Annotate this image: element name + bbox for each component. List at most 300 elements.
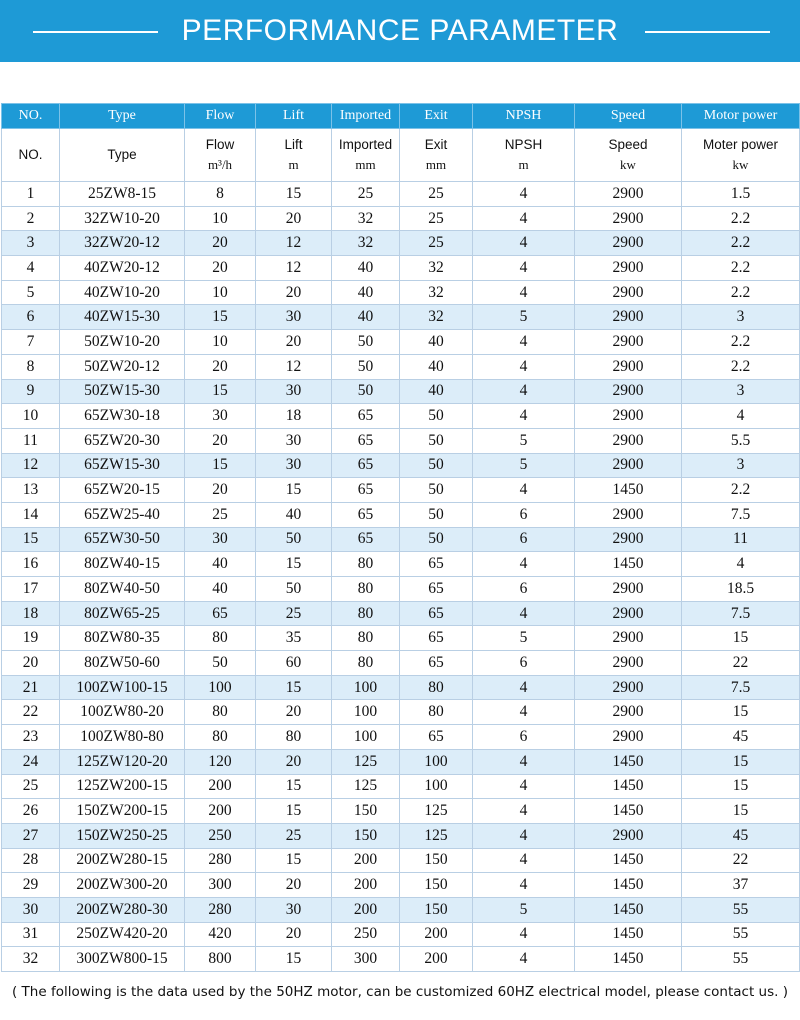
cell-motor-power: 3 — [682, 453, 800, 478]
header-sub-label: Exit — [424, 137, 448, 152]
cell-flow: 250 — [185, 823, 256, 848]
cell-imported: 50 — [332, 379, 400, 404]
header-sub-lift — [256, 129, 332, 182]
cell-motor-power: 2.2 — [682, 354, 800, 379]
cell-motor-power: 18.5 — [682, 577, 800, 602]
cell-lift: 15 — [256, 799, 332, 824]
table-row — [2, 453, 800, 478]
header-sub-label: Type — [107, 147, 137, 162]
cell-exit: 50 — [400, 428, 473, 453]
cell-lift: 40 — [256, 502, 332, 527]
cell-motor-power: 15 — [682, 774, 800, 799]
cell-exit: 50 — [400, 527, 473, 552]
cell-no: 27 — [2, 823, 60, 848]
cell-speed: 1450 — [575, 749, 682, 774]
cell-no: 25 — [2, 774, 60, 799]
cell-lift: 20 — [256, 873, 332, 898]
cell-imported: 100 — [332, 725, 400, 750]
cell-speed: 2900 — [575, 527, 682, 552]
cell-no: 11 — [2, 428, 60, 453]
cell-speed: 1450 — [575, 478, 682, 503]
cell-exit: 150 — [400, 897, 473, 922]
cell-flow: 20 — [185, 478, 256, 503]
cell-exit: 32 — [400, 256, 473, 281]
cell-imported: 40 — [332, 305, 400, 330]
header-top-speed: Speed — [575, 104, 682, 129]
header-sub-unit: kw — [620, 157, 636, 172]
cell-motor-power: 2.2 — [682, 231, 800, 256]
cell-no: 21 — [2, 675, 60, 700]
cell-exit: 50 — [400, 453, 473, 478]
cell-speed: 2900 — [575, 404, 682, 429]
cell-lift: 15 — [256, 182, 332, 207]
header-top-imported: Imported — [332, 104, 400, 129]
cell-motor-power: 4 — [682, 404, 800, 429]
cell-lift: 15 — [256, 774, 332, 799]
cell-speed: 2900 — [575, 231, 682, 256]
header-sub-type — [60, 129, 185, 182]
cell-motor-power: 2.2 — [682, 330, 800, 355]
cell-flow: 10 — [185, 206, 256, 231]
cell-npsh: 4 — [473, 280, 575, 305]
cell-lift: 20 — [256, 922, 332, 947]
header-top-lift: Lift — [256, 104, 332, 129]
cell-type: 100ZW100-15 — [60, 675, 185, 700]
cell-speed: 2900 — [575, 601, 682, 626]
header-sub-label: NPSH — [504, 137, 543, 152]
cell-lift: 20 — [256, 280, 332, 305]
cell-type: 80ZW80-35 — [60, 626, 185, 651]
table-row — [2, 552, 800, 577]
cell-npsh: 4 — [473, 256, 575, 281]
cell-exit: 25 — [400, 182, 473, 207]
cell-motor-power: 22 — [682, 651, 800, 676]
cell-imported: 150 — [332, 799, 400, 824]
footer-note: ( The following is the data used by the 50HZ motor, can be customized 60HZ electrical model, please contact us. ) — [12, 984, 788, 1000]
cell-speed: 2900 — [575, 182, 682, 207]
table-row — [2, 280, 800, 305]
cell-flow: 280 — [185, 848, 256, 873]
header-sub-label: NO. — [18, 147, 43, 162]
header-sub-unit: m³/h — [207, 157, 233, 172]
cell-speed: 1450 — [575, 873, 682, 898]
cell-lift: 20 — [256, 206, 332, 231]
cell-type: 80ZW40-50 — [60, 577, 185, 602]
header-top-flow: Flow — [185, 104, 256, 129]
cell-imported: 150 — [332, 823, 400, 848]
cell-lift: 60 — [256, 651, 332, 676]
cell-type: 125ZW200-15 — [60, 774, 185, 799]
cell-flow: 100 — [185, 675, 256, 700]
cell-no: 8 — [2, 354, 60, 379]
cell-no: 16 — [2, 552, 60, 577]
cell-flow: 30 — [185, 527, 256, 552]
cell-no: 17 — [2, 577, 60, 602]
cell-npsh: 4 — [473, 330, 575, 355]
cell-imported: 25 — [332, 182, 400, 207]
cell-imported: 80 — [332, 626, 400, 651]
cell-exit: 80 — [400, 700, 473, 725]
header-sub-exit — [400, 129, 473, 182]
cell-type: 150ZW200-15 — [60, 799, 185, 824]
cell-type: 200ZW280-30 — [60, 897, 185, 922]
cell-exit: 50 — [400, 404, 473, 429]
cell-exit: 32 — [400, 280, 473, 305]
cell-imported: 250 — [332, 922, 400, 947]
header-sub-unit: kw — [732, 157, 749, 172]
table-row — [2, 897, 800, 922]
cell-exit: 65 — [400, 601, 473, 626]
cell-npsh: 4 — [473, 823, 575, 848]
cell-lift: 25 — [256, 823, 332, 848]
cell-type: 40ZW10-20 — [60, 280, 185, 305]
cell-no: 28 — [2, 848, 60, 873]
cell-speed: 2900 — [575, 651, 682, 676]
cell-type: 65ZW20-30 — [60, 428, 185, 453]
table-row — [2, 651, 800, 676]
cell-motor-power: 55 — [682, 922, 800, 947]
table-row — [2, 601, 800, 626]
cell-exit: 32 — [400, 305, 473, 330]
cell-npsh: 4 — [473, 206, 575, 231]
cell-no: 30 — [2, 897, 60, 922]
cell-motor-power: 22 — [682, 848, 800, 873]
header-row-top — [2, 104, 800, 129]
cell-lift: 15 — [256, 478, 332, 503]
cell-imported: 300 — [332, 947, 400, 972]
table-row — [2, 354, 800, 379]
cell-no: 31 — [2, 922, 60, 947]
cell-imported: 50 — [332, 354, 400, 379]
cell-imported: 200 — [332, 873, 400, 898]
cell-speed: 2900 — [575, 428, 682, 453]
cell-lift: 18 — [256, 404, 332, 429]
cell-exit: 150 — [400, 848, 473, 873]
table-row — [2, 873, 800, 898]
cell-imported: 65 — [332, 453, 400, 478]
cell-imported: 65 — [332, 428, 400, 453]
cell-flow: 30 — [185, 404, 256, 429]
cell-motor-power: 55 — [682, 947, 800, 972]
cell-no: 15 — [2, 527, 60, 552]
header-top-no: NO. — [2, 104, 60, 129]
table-row — [2, 379, 800, 404]
cell-type: 250ZW420-20 — [60, 922, 185, 947]
cell-motor-power: 5.5 — [682, 428, 800, 453]
cell-motor-power: 11 — [682, 527, 800, 552]
cell-flow: 8 — [185, 182, 256, 207]
cell-lift: 12 — [256, 354, 332, 379]
cell-exit: 40 — [400, 354, 473, 379]
table-row — [2, 823, 800, 848]
header-row-sub — [2, 129, 800, 182]
cell-motor-power: 7.5 — [682, 675, 800, 700]
cell-motor-power: 2.2 — [682, 478, 800, 503]
cell-motor-power: 7.5 — [682, 502, 800, 527]
cell-flow: 300 — [185, 873, 256, 898]
table-row — [2, 404, 800, 429]
header-sub-unit: m — [288, 157, 299, 172]
cell-type: 40ZW15-30 — [60, 305, 185, 330]
cell-flow: 40 — [185, 577, 256, 602]
cell-no: 26 — [2, 799, 60, 824]
cell-exit: 65 — [400, 577, 473, 602]
cell-exit: 50 — [400, 478, 473, 503]
cell-lift: 15 — [256, 675, 332, 700]
table-row — [2, 256, 800, 281]
table-row — [2, 206, 800, 231]
cell-lift: 30 — [256, 897, 332, 922]
cell-type: 80ZW65-25 — [60, 601, 185, 626]
header-sub-flow — [185, 129, 256, 182]
cell-speed: 2900 — [575, 577, 682, 602]
cell-lift: 30 — [256, 428, 332, 453]
cell-type: 32ZW10-20 — [60, 206, 185, 231]
cell-npsh: 4 — [473, 182, 575, 207]
table-row — [2, 774, 800, 799]
cell-exit: 40 — [400, 330, 473, 355]
cell-speed: 1450 — [575, 552, 682, 577]
cell-npsh: 4 — [473, 749, 575, 774]
cell-exit: 50 — [400, 502, 473, 527]
cell-imported: 80 — [332, 577, 400, 602]
cell-imported: 125 — [332, 749, 400, 774]
table-row — [2, 231, 800, 256]
cell-type: 100ZW80-20 — [60, 700, 185, 725]
cell-no: 1 — [2, 182, 60, 207]
cell-type: 65ZW20-15 — [60, 478, 185, 503]
cell-imported: 200 — [332, 848, 400, 873]
cell-no: 7 — [2, 330, 60, 355]
header-sub-unit: mm — [355, 157, 376, 172]
table-row — [2, 675, 800, 700]
cell-npsh: 4 — [473, 700, 575, 725]
cell-exit: 80 — [400, 675, 473, 700]
table-row — [2, 330, 800, 355]
cell-speed: 1450 — [575, 922, 682, 947]
cell-lift: 80 — [256, 725, 332, 750]
cell-flow: 20 — [185, 231, 256, 256]
cell-no: 3 — [2, 231, 60, 256]
cell-imported: 40 — [332, 280, 400, 305]
cell-imported: 80 — [332, 651, 400, 676]
cell-npsh: 6 — [473, 577, 575, 602]
cell-exit: 150 — [400, 873, 473, 898]
cell-no: 9 — [2, 379, 60, 404]
header-top-motor-power: Motor power — [682, 104, 800, 129]
header-sub-label: Speed — [608, 137, 648, 152]
table-row — [2, 947, 800, 972]
header-sub-label: Moter power — [702, 137, 779, 152]
cell-flow: 80 — [185, 626, 256, 651]
cell-flow: 10 — [185, 280, 256, 305]
table-row — [2, 626, 800, 651]
table-row — [2, 502, 800, 527]
cell-lift: 12 — [256, 231, 332, 256]
cell-speed: 2900 — [575, 305, 682, 330]
cell-type: 65ZW30-18 — [60, 404, 185, 429]
cell-imported: 40 — [332, 256, 400, 281]
cell-npsh: 6 — [473, 502, 575, 527]
cell-npsh: 4 — [473, 799, 575, 824]
cell-imported: 32 — [332, 231, 400, 256]
cell-no: 2 — [2, 206, 60, 231]
table-row — [2, 799, 800, 824]
cell-lift: 30 — [256, 453, 332, 478]
cell-exit: 65 — [400, 552, 473, 577]
cell-speed: 2900 — [575, 330, 682, 355]
header-top-type: Type — [60, 104, 185, 129]
cell-imported: 50 — [332, 330, 400, 355]
cell-motor-power: 37 — [682, 873, 800, 898]
cell-imported: 200 — [332, 897, 400, 922]
cell-imported: 65 — [332, 527, 400, 552]
cell-flow: 200 — [185, 799, 256, 824]
cell-motor-power: 4 — [682, 552, 800, 577]
table-row — [2, 527, 800, 552]
header-top-exit: Exit — [400, 104, 473, 129]
cell-motor-power: 2.2 — [682, 280, 800, 305]
cell-exit: 25 — [400, 206, 473, 231]
cell-motor-power: 1.5 — [682, 182, 800, 207]
cell-type: 65ZW15-30 — [60, 453, 185, 478]
cell-imported: 80 — [332, 601, 400, 626]
cell-type: 100ZW80-80 — [60, 725, 185, 750]
cell-type: 65ZW25-40 — [60, 502, 185, 527]
cell-no: 4 — [2, 256, 60, 281]
cell-no: 22 — [2, 700, 60, 725]
cell-imported: 80 — [332, 552, 400, 577]
cell-no: 19 — [2, 626, 60, 651]
table-row — [2, 478, 800, 503]
header-sub-unit: mm — [425, 157, 447, 172]
cell-flow: 420 — [185, 922, 256, 947]
table-row — [2, 182, 800, 207]
cell-motor-power: 2.2 — [682, 256, 800, 281]
cell-lift: 15 — [256, 947, 332, 972]
header-sub-label: Lift — [284, 137, 303, 152]
cell-flow: 800 — [185, 947, 256, 972]
cell-speed: 2900 — [575, 502, 682, 527]
cell-speed: 1450 — [575, 848, 682, 873]
cell-type: 40ZW20-12 — [60, 256, 185, 281]
cell-npsh: 4 — [473, 231, 575, 256]
cell-npsh: 5 — [473, 897, 575, 922]
cell-exit: 200 — [400, 947, 473, 972]
cell-exit: 40 — [400, 379, 473, 404]
header-sub-label: Flow — [205, 137, 235, 152]
table-row — [2, 700, 800, 725]
cell-imported: 32 — [332, 206, 400, 231]
cell-motor-power: 15 — [682, 799, 800, 824]
cell-no: 5 — [2, 280, 60, 305]
cell-speed: 2900 — [575, 700, 682, 725]
cell-npsh: 4 — [473, 354, 575, 379]
table-row — [2, 305, 800, 330]
table-row — [2, 725, 800, 750]
cell-type: 300ZW800-15 — [60, 947, 185, 972]
cell-imported: 65 — [332, 404, 400, 429]
cell-lift: 30 — [256, 379, 332, 404]
cell-motor-power: 15 — [682, 749, 800, 774]
cell-type: 150ZW250-25 — [60, 823, 185, 848]
cell-flow: 80 — [185, 700, 256, 725]
cell-speed: 2900 — [575, 725, 682, 750]
cell-flow: 20 — [185, 256, 256, 281]
cell-motor-power: 15 — [682, 626, 800, 651]
cell-npsh: 5 — [473, 428, 575, 453]
cell-speed: 2900 — [575, 354, 682, 379]
cell-type: 80ZW50-60 — [60, 651, 185, 676]
cell-npsh: 4 — [473, 478, 575, 503]
cell-type: 50ZW20-12 — [60, 354, 185, 379]
cell-imported: 125 — [332, 774, 400, 799]
cell-type: 200ZW300-20 — [60, 873, 185, 898]
cell-motor-power: 3 — [682, 379, 800, 404]
cell-lift: 20 — [256, 749, 332, 774]
cell-flow: 20 — [185, 354, 256, 379]
cell-npsh: 4 — [473, 379, 575, 404]
performance-table — [1, 103, 800, 972]
header-sub-motor-power — [682, 129, 800, 182]
cell-type: 125ZW120-20 — [60, 749, 185, 774]
cell-no: 13 — [2, 478, 60, 503]
cell-motor-power: 15 — [682, 700, 800, 725]
cell-npsh: 6 — [473, 527, 575, 552]
cell-npsh: 5 — [473, 626, 575, 651]
cell-no: 29 — [2, 873, 60, 898]
cell-no: 32 — [2, 947, 60, 972]
cell-speed: 2900 — [575, 379, 682, 404]
cell-no: 6 — [2, 305, 60, 330]
cell-flow: 10 — [185, 330, 256, 355]
table-row — [2, 428, 800, 453]
cell-exit: 65 — [400, 626, 473, 651]
cell-lift: 30 — [256, 305, 332, 330]
cell-motor-power: 2.2 — [682, 206, 800, 231]
cell-type: 80ZW40-15 — [60, 552, 185, 577]
cell-speed: 2900 — [575, 206, 682, 231]
cell-speed: 1450 — [575, 799, 682, 824]
cell-flow: 15 — [185, 379, 256, 404]
cell-type: 65ZW30-50 — [60, 527, 185, 552]
page-title: PERFORMANCE PARAMETER — [181, 14, 619, 47]
cell-flow: 65 — [185, 601, 256, 626]
cell-imported: 65 — [332, 478, 400, 503]
cell-lift: 25 — [256, 601, 332, 626]
cell-motor-power: 45 — [682, 725, 800, 750]
cell-lift: 50 — [256, 577, 332, 602]
cell-motor-power: 45 — [682, 823, 800, 848]
table-row — [2, 577, 800, 602]
cell-flow: 120 — [185, 749, 256, 774]
cell-no: 10 — [2, 404, 60, 429]
header-top-npsh: NPSH — [473, 104, 575, 129]
cell-type: 200ZW280-15 — [60, 848, 185, 873]
cell-npsh: 4 — [473, 675, 575, 700]
cell-flow: 15 — [185, 453, 256, 478]
cell-exit: 125 — [400, 823, 473, 848]
cell-lift: 12 — [256, 256, 332, 281]
header-sub-label: Imported — [338, 137, 393, 152]
cell-imported: 100 — [332, 675, 400, 700]
cell-lift: 20 — [256, 700, 332, 725]
cell-flow: 200 — [185, 774, 256, 799]
cell-speed: 2900 — [575, 453, 682, 478]
cell-flow: 15 — [185, 305, 256, 330]
cell-exit: 65 — [400, 651, 473, 676]
cell-no: 23 — [2, 725, 60, 750]
